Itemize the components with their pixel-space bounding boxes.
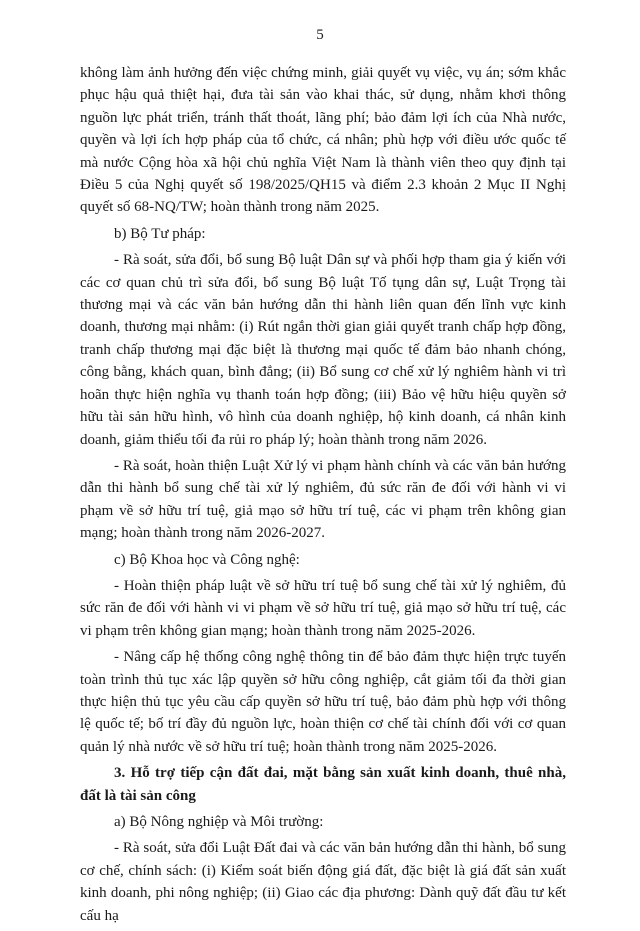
subsection-heading-b: b) Bộ Tư pháp: <box>114 225 206 242</box>
section-heading-3: 3. Hỗ trợ tiếp cận đất đai, mặt bằng sản xuất kinh doanh, thuê nhà, đất là tài sản công <box>80 765 566 804</box>
paragraph-continuation: không làm ảnh hưởng đến việc chứng minh, giải quyết vụ việc, vụ án; sớm khắc phục hậu quả thiệt hại, đưa tài sản vào khai thác, sử dụng, nhằm khơi thông nguồn lực phát triển, tránh thất thoát, lãng phí; bảo đảm lợi ích của Nhà nước, quyền và lợi ích hợp pháp của tổ chức, cá nhân; phù hợp với điều ước quốc tế mà nước Cộng hòa xã hội chủ nghĩa Việt Nam là thành viên theo quy định tại Điều 5 của Nghị quyết số 198/2025/QH15 và điểm 2.3 khoản 2 Mục II Nghị quyết số 68-NQ/TW; hoàn thành trong năm 2025. <box>80 65 566 216</box>
page-number: 5 <box>316 27 324 43</box>
paragraph-item: - Rà soát, hoàn thiện Luật Xử lý vi phạm hành chính và các văn bản hướng dẫn thi hành bổ sung chế tài xử lý nghiêm, đủ sức răn đe đối với hành vi vi phạm về sở hữu trí tuệ, giả mạo sở hữu trí tuệ, các vi phạm trên không gian mạng; hoàn thành trong năm 2026-2027. <box>80 457 566 542</box>
subsection-heading-c: c) Bộ Khoa học và Công nghệ: <box>114 551 300 568</box>
paragraph-item: - Hoàn thiện pháp luật về sở hữu trí tuệ bổ sung chế tài xử lý nghiêm, đủ sức răn đe đối với hành vi vi phạm về sở hữu trí tuệ, giả mạo sở hữu trí tuệ, các vi phạm trên không gian mạng; hoàn thành trong năm 2025-2026. <box>80 577 566 639</box>
paragraph-item: - Rà soát, sửa đổi, bổ sung Bộ luật Dân sự và phối hợp tham gia ý kiến với các cơ quan chủ trì sửa đổi, bổ sung Bộ luật Tố tụng dân sự, Luật Trọng tài thương mại và các văn bản hướng dẫn thi hành liên quan đến lĩnh vực kinh doanh, thương mại nhằm: (i) Rút ngắn thời gian giải quyết tranh chấp hợp đồng, tranh chấp thương mại đặc biệt là thương mại quốc tế đảm bảo nhanh chóng, công bằng, khách quan, bình đẳng; (ii) Bổ sung cơ chế xử lý nghiêm hành vi trì hoãn thực hiện nghĩa vụ thanh toán hợp đồng; (iii) Bảo vệ hữu hiệu quyền sở hữu tài sản hữu hình, vô hình của doanh nghiệp, hộ kinh doanh, cá nhân kinh doanh, giảm thiểu tối đa rủi ro pháp lý; hoàn thành trong năm 2026. <box>80 252 566 448</box>
paragraph-item: - Nâng cấp hệ thống công nghệ thông tin để bảo đảm thực hiện trực tuyến toàn trình thủ tục xác lập quyền sở hữu công nghiệp, cắt giảm tối đa thời gian thực hiện thủ tục yêu cầu cấp quyền sở hữu trí tuệ, bảo đảm phù hợp với thông lệ quốc tế; bố trí đầy đủ nguồn lực, hoàn thiện cơ chế tài chính đối với cơ quan quản lý nhà nước về sở hữu trí tuệ; hoàn thành trong năm 2025-2026. <box>80 649 566 755</box>
subsection-heading-a: a) Bộ Nông nghiệp và Môi trường: <box>114 814 324 830</box>
document-body <box>80 62 566 931</box>
paragraph-item: - Rà soát, sửa đổi Luật Đất đai và các văn bản hướng dẫn thi hành, bổ sung cơ chế, chính sách: (i) Kiểm soát biến động giá đất, đặc biệt là giá đất sản xuất kinh doanh, phi nông nghiệp; (ii) Giao các địa phương: Dành quỹ đất đầu tư kết cấu hạ <box>80 840 566 924</box>
